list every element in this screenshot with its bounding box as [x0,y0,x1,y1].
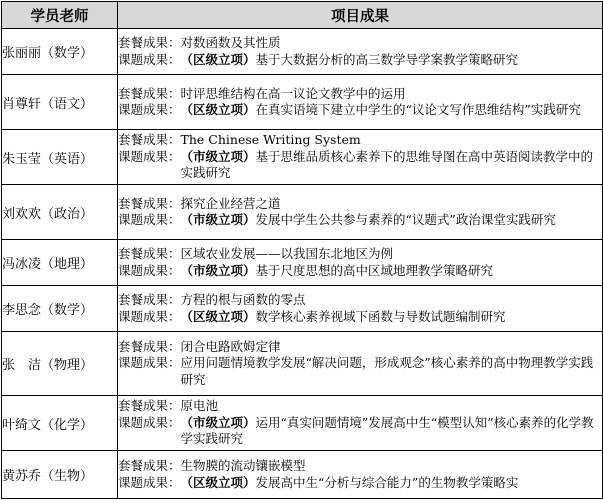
result-cell [118,75,603,130]
topic-text: 基于大数据分析的高三数学导学案教学策略研究 [255,51,519,67]
meal-text: 时评思维结构在高一议论文教学中的运用 [180,85,406,101]
meal-line [118,339,602,356]
meal-text: 探究企业经营之道 [180,195,281,211]
topic-text: 在真实语境下建立中学生的“议论文写作思维结构”实践研究 [255,102,581,117]
topic-label: 课题成果： [118,308,181,324]
project-level-badge: （市级立项） [180,212,256,227]
meal-label: 套餐成果： [118,85,181,101]
result-cell [118,451,603,499]
topic-text: 发展中学生公共参与素养的“议题式”政治课堂实践研究 [255,212,556,227]
topic-line [118,149,602,182]
table-row [2,75,603,130]
meal-label: 套餐成果： [118,338,181,354]
topic-text-wrap [181,263,602,280]
meal-line [118,246,602,263]
project-level-badge: （区级立项） [180,51,256,67]
meal-text: 对数函数及其性质 [180,35,281,50]
table-row [2,29,603,75]
project-level-badge: （市级立项） [180,148,256,164]
topic-text-wrap [181,212,602,229]
table-row [2,396,603,451]
header-row [2,2,603,29]
topic-text-wrap [181,102,602,119]
teacher-cell: 肖尊轩（语文） [2,75,118,130]
topic-label: 课题成果： [118,148,181,164]
meal-line [118,196,602,213]
header-result: 项目成果 [118,2,603,29]
meal-label: 套餐成果： [118,246,181,261]
meal-label: 套餐成果： [118,398,181,414]
meal-text: The Chinese Writing System [180,132,361,148]
meal-text: 闭合电路欧姆定律 [180,338,281,354]
meal-label: 套餐成果： [118,195,181,211]
topic-label: 课题成果： [118,474,181,490]
result-cell [118,286,603,332]
meal-line [118,398,602,415]
topic-line [118,309,602,326]
result-cell [118,240,603,286]
topic-label: 课题成果： [118,414,181,430]
meal-label: 套餐成果： [118,292,181,307]
project-level-badge: （区级立项） [180,474,256,490]
meal-line [118,35,602,52]
meal-line [118,292,602,309]
topic-label: 课题成果： [118,102,181,117]
meal-label: 套餐成果： [118,132,181,148]
result-cell [118,185,603,240]
topic-text-wrap [181,149,602,182]
topic-label: 课题成果： [118,212,181,227]
meal-text: 生物膜的流动镶嵌模型 [180,458,306,473]
project-level-badge: （区级立项） [180,102,256,117]
topic-text-wrap [181,475,602,492]
teacher-cell: 冯冰凌（地理） [2,240,118,286]
topic-label: 课题成果： [118,262,181,278]
meal-text: 方程的根与函数的零点 [180,292,306,307]
table-row [2,286,603,332]
teacher-cell: 张 洁（物理） [2,332,118,396]
topic-text: 发展高中生“分析与综合能力”的生物教学策略实 [255,474,519,490]
results-table [1,1,603,499]
project-level-badge: （市级立项） [180,262,256,278]
topic-text-wrap [181,355,602,388]
meal-line [118,86,602,103]
meal-label: 套餐成果： [118,458,181,473]
topic-label: 课题成果： [118,355,181,371]
meal-label: 套餐成果： [118,35,181,50]
teacher-cell: 李思念（数学） [2,286,118,332]
topic-line [118,263,602,280]
meal-text: 原电池 [180,398,219,414]
table-row [2,451,603,499]
result-cell [118,332,603,396]
topic-line [118,212,602,229]
topic-text-wrap [181,415,602,448]
teacher-cell: 黄苏乔（生物） [2,451,118,499]
topic-text: 数学核心素养视域下函数与导数试题编制研究 [255,308,506,324]
project-level-badge: （市级立项） [180,414,256,430]
topic-line [118,52,602,69]
topic-line [118,475,602,492]
topic-text-wrap [181,52,602,69]
meal-text: 区域农业发展——以我国东北地区为例 [180,246,394,261]
project-level-badge: （区级立项） [180,308,256,324]
topic-label: 课题成果： [118,51,181,67]
header-teacher: 学员老师 [2,2,118,29]
topic-text: 基于尺度思想的高中区域地理教学策略研究 [255,262,494,278]
topic-line [118,102,602,119]
teacher-cell: 张丽丽（数学） [2,29,118,75]
result-cell [118,130,603,185]
topic-text: 基于思维品质核心素养下的思维导图在高中英语阅读教学中的实践研究 [180,148,594,181]
topic-text: 应用问题情境教学发展“解决问题，形成观念”核心素养的高中物理教学实践研究 [180,355,594,387]
table-row [2,240,603,286]
table-row [2,130,603,185]
topic-line [118,415,602,448]
result-cell [118,396,603,451]
topic-line [118,355,602,388]
teacher-cell: 刘欢欢（政治） [2,185,118,240]
topic-text-wrap [181,309,602,326]
teacher-cell: 朱玉莹（英语） [2,130,118,185]
meal-line [118,458,602,475]
topic-text: 运用“真实问题情境”发展高中生“模型认知”核心素养的化学教学实践研究 [180,414,594,447]
table-row [2,332,603,396]
meal-line [118,132,602,149]
teacher-cell: 叶绮文（化学） [2,396,118,451]
table-row [2,185,603,240]
result-cell [118,29,603,75]
